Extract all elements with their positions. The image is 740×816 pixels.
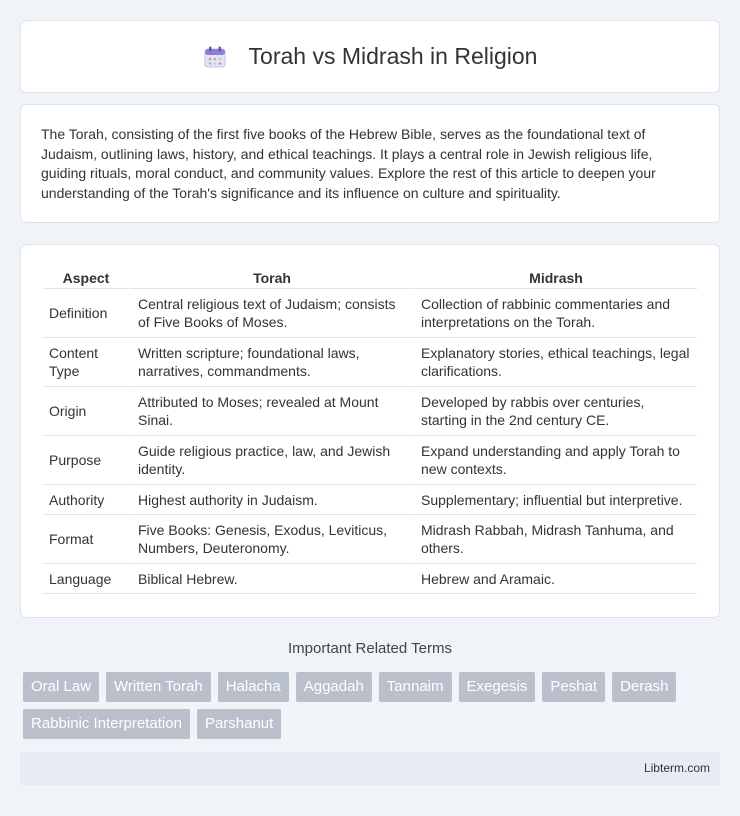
table-row [43,515,697,564]
footer-site-link[interactable]: Libterm.com [643,761,710,775]
cell-aspect: Content Type [43,338,129,387]
cell-midrash: Supplementary; influential but interpretive. [412,485,697,515]
table-row [43,436,697,485]
cell-midrash: Midrash Rabbah, Midrash Tanhuma, and others. [412,515,697,564]
term-chip[interactable]: Peshat [542,672,605,702]
table-row [43,338,697,387]
cell-aspect: Purpose [43,436,129,485]
table-row [43,485,697,515]
cell-torah: Guide religious practice, law, and Jewish identity. [129,436,412,485]
header-midrash: Midrash [412,267,697,289]
cell-aspect: Origin [43,387,129,436]
table-row [43,387,697,436]
term-chip[interactable]: Aggadah [296,672,372,702]
cell-torah: Highest authority in Judaism. [129,485,412,515]
cell-torah: Five Books: Genesis, Exodus, Leviticus, Numbers, Deuteronomy. [129,515,412,564]
comparison-table-card [20,244,720,618]
term-chip[interactable]: Oral Law [23,672,99,702]
header-aspect: Aspect [43,267,129,289]
calendar-icon [203,45,227,69]
cell-torah: Central religious text of Judaism; consists of Five Books of Moses. [129,289,412,338]
cell-midrash: Developed by rabbis over centuries, starting in the 2nd century CE. [412,387,697,436]
comparison-table [43,267,697,594]
cell-aspect: Authority [43,485,129,515]
intro-text: The Torah, consisting of the first five books of the Hebrew Bible, serves as the foundational text of Judaism, outlining laws, history, and ethical teachings. It plays a central role in Jewish religious life, guiding rituals, moral conduct, and community values. Explore the rest of this article to deepen your understanding of the Torah's significance and its influence on culture and spirituality. [41,126,656,201]
cell-midrash: Expand understanding and apply Torah to new contexts. [412,436,697,485]
term-chip[interactable]: Halacha [218,672,289,702]
term-chip[interactable]: Exegesis [459,672,536,702]
header-torah: Torah [129,267,412,289]
cell-torah: Attributed to Moses; revealed at Mount Sinai. [129,387,412,436]
cell-midrash: Hebrew and Aramaic. [412,564,697,594]
term-chip[interactable]: Written Torah [106,672,211,702]
intro-card [20,104,720,223]
cell-aspect: Format [43,515,129,564]
related-terms-list [23,672,723,739]
page-title: Torah vs Midrash in Religion [248,43,538,69]
term-chip[interactable]: Tannaim [379,672,452,702]
related-terms-title: Important Related Terms [288,640,452,657]
cell-torah: Written scripture; foundational laws, narratives, commandments. [129,338,412,387]
table-row [43,289,697,338]
table-header-row [43,267,697,289]
footer [20,752,720,785]
table-row [43,564,697,594]
term-chip[interactable]: Parshanut [197,709,281,739]
cell-torah: Biblical Hebrew. [129,564,412,594]
cell-midrash: Explanatory stories, ethical teachings, legal clarifications. [412,338,697,387]
cell-aspect: Definition [43,289,129,338]
term-chip[interactable]: Derash [612,672,676,702]
cell-aspect: Language [43,564,129,594]
cell-midrash: Collection of rabbinic commentaries and interpretations on the Torah. [412,289,697,338]
term-chip[interactable]: Rabbinic Interpretation [23,709,190,739]
header-card [20,20,720,93]
